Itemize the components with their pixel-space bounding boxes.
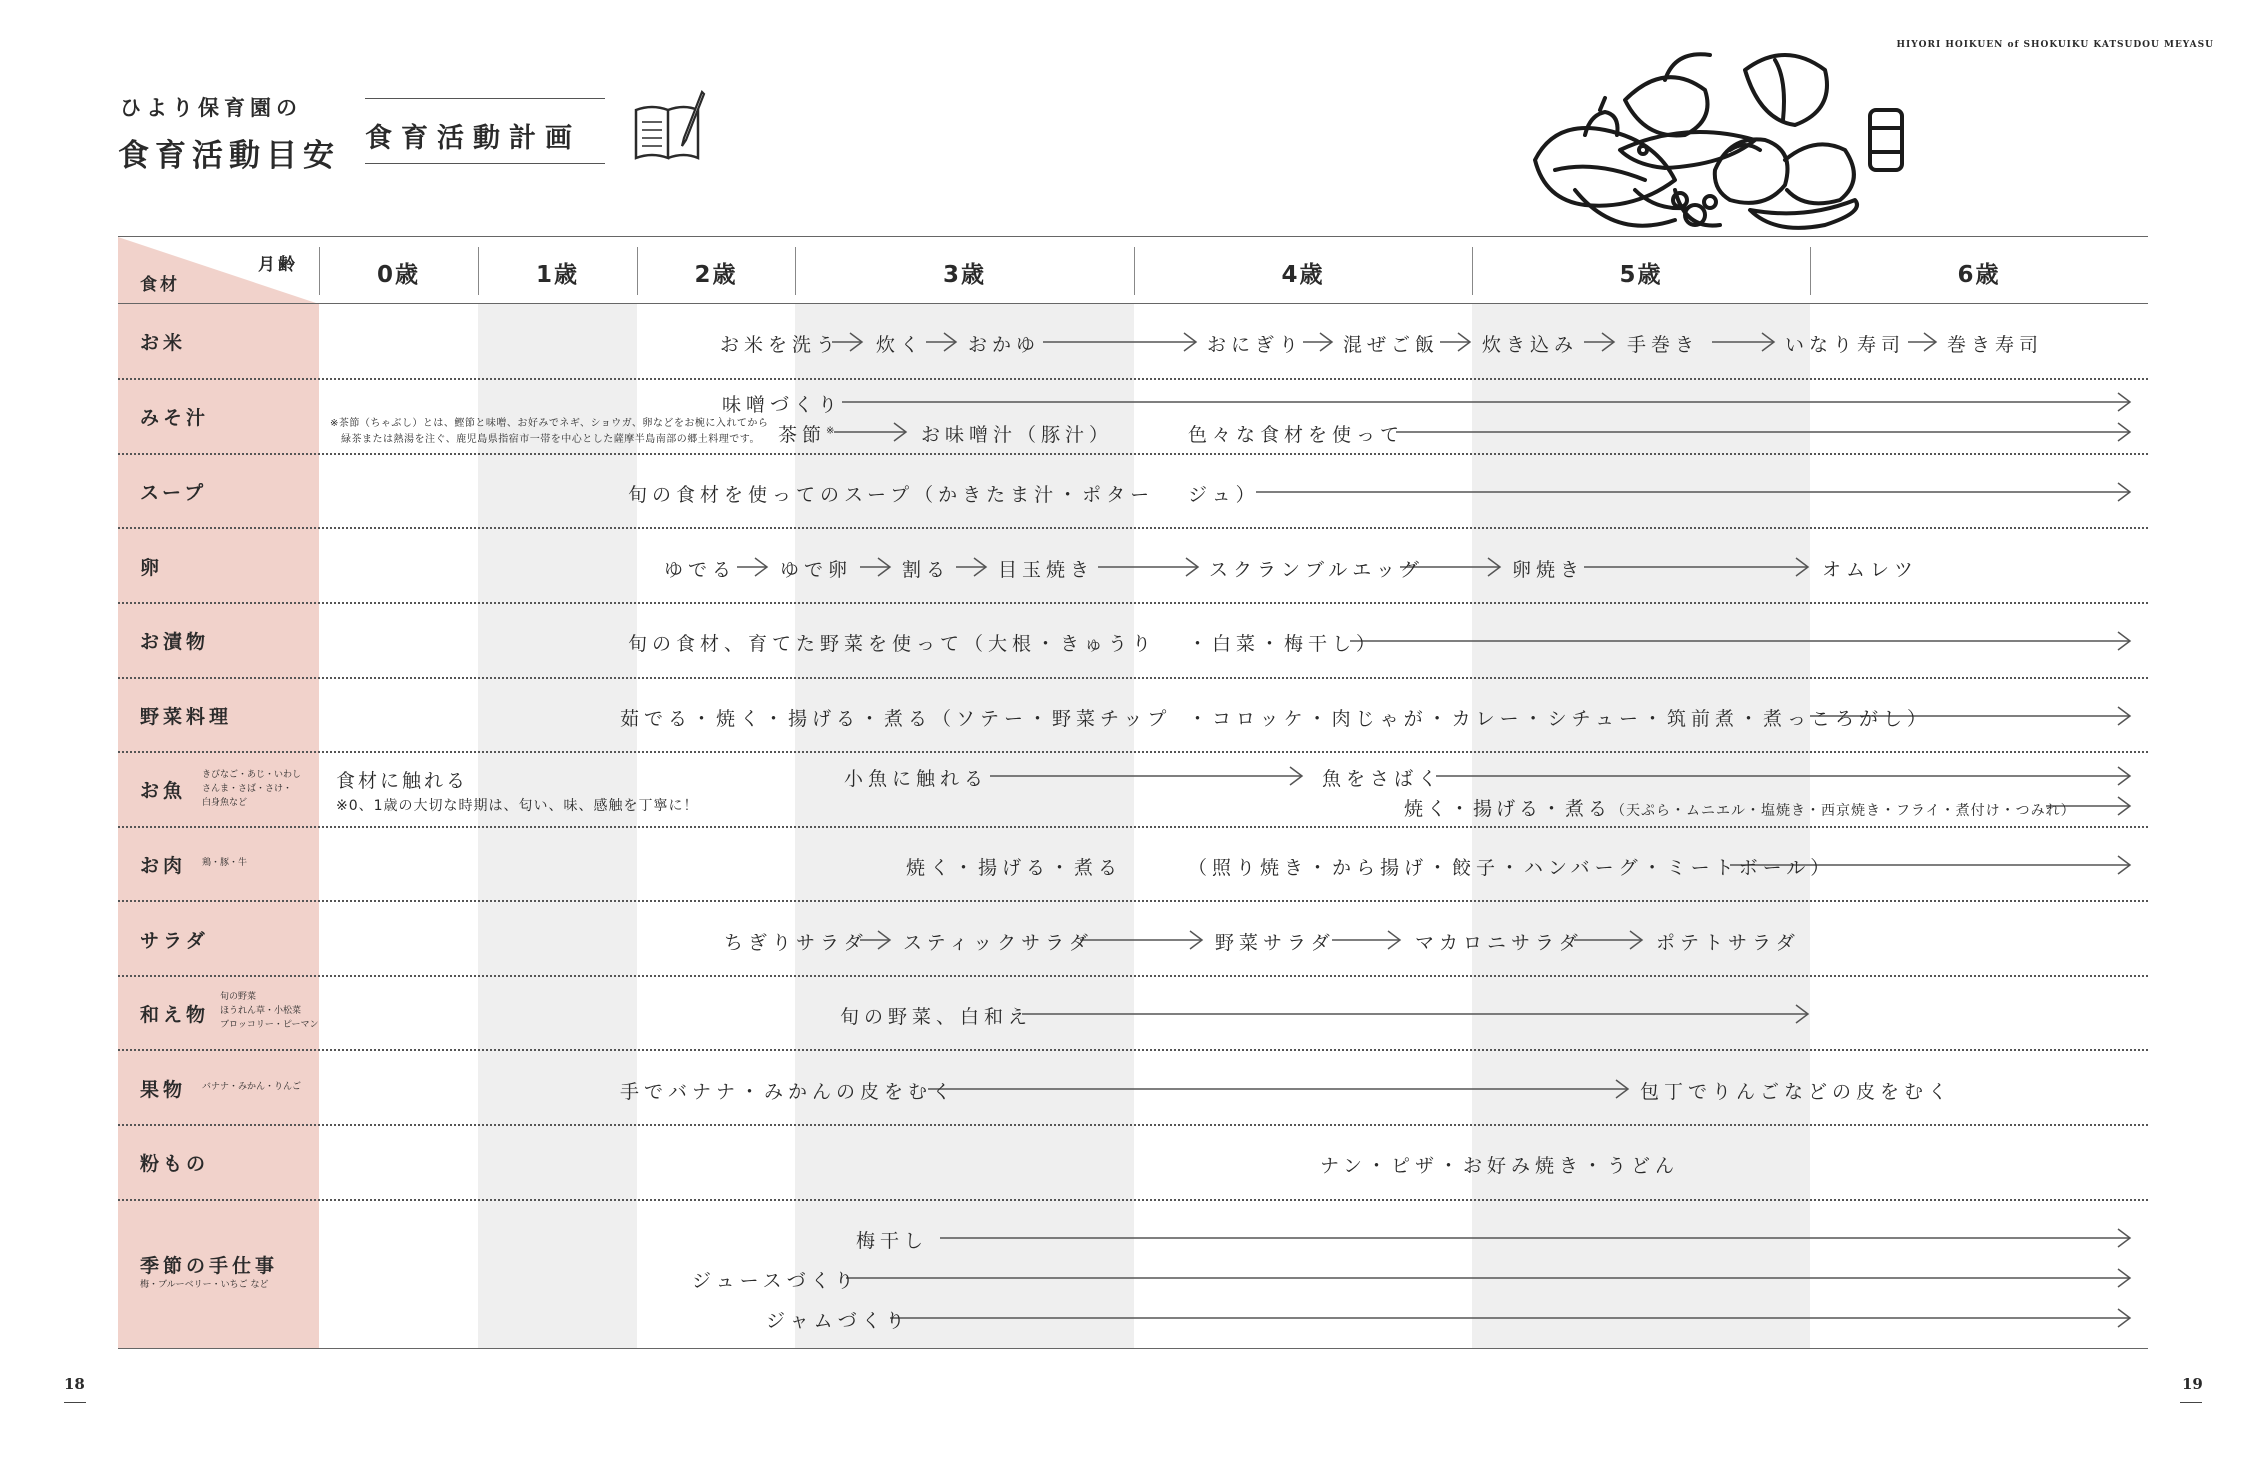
progression-arrow: [1350, 632, 2130, 650]
salad-step-5: ポテトサラダ: [1656, 932, 1800, 954]
seasonal-step-3: ジャムづくり: [766, 1310, 910, 1332]
row-label-meat: お肉: [140, 855, 187, 877]
meat-step-2: （照り焼き・から揚げ・餃子・ハンバーグ・ミートボール）: [1188, 857, 1835, 879]
row-label-rice: お米: [140, 332, 187, 354]
row-label-fruit: 果物: [140, 1079, 187, 1101]
veg-step-1: 茹でる・焼く・揚げる・煮る（ソテー・野菜チップ: [620, 708, 1172, 730]
meat-step-1: 焼く・揚げる・煮る: [906, 857, 1123, 879]
row-label-egg: 卵: [140, 557, 164, 579]
pickles-step-1: 旬の食材、育てた野菜を使って（大根・きゅうり: [628, 633, 1157, 655]
row-label-salad: サラダ: [140, 930, 209, 952]
progression-arrow: [1584, 558, 1808, 576]
soup-step-2: ジュ）: [1188, 484, 1260, 506]
corner-label-age: 月齢: [258, 255, 298, 275]
fish-step-1: 食材に触れる: [336, 770, 469, 792]
page-number-rule: [2180, 1402, 2202, 1403]
age-header-4: 4歳: [1281, 262, 1325, 288]
egg-step-2: ゆで卵: [780, 559, 853, 581]
salad-step-1: ちぎりサラダ: [724, 932, 868, 954]
fish-note: ※0、1歳の大切な時期は、匂い、味、感触を丁寧に！: [336, 798, 699, 814]
progression-arrow: [1256, 483, 2130, 501]
miso-step-1: 味噌づくり: [722, 394, 843, 416]
egg-step-1: ゆでる: [664, 559, 737, 581]
progression-arrow: [846, 1269, 2130, 1287]
row-label-pickles: お漬物: [140, 631, 210, 653]
progression-arrow: [1574, 931, 1642, 949]
page-number-left: 18: [64, 1375, 85, 1393]
header-subtitle: ひより保育園の: [120, 96, 302, 120]
row-sublabel-aemono: 旬の野菜 ほうれん草・小松菜 ブロッコリー・ピーマン: [220, 992, 319, 1030]
fruit-step-1: 手でバナナ・みかんの皮をむく: [620, 1081, 957, 1103]
progression-arrow: [1303, 333, 1332, 351]
row-label-veg: 野菜料理: [140, 706, 233, 728]
veg-step-2: ・コロッケ・肉じゃが・カレー・シチュー・筑前煮・煮っころがし）: [1188, 708, 1932, 730]
age-header-6: 6歳: [1957, 262, 2001, 288]
miso-note: ※茶節（ちゃぶし）とは、鰹節と味噌、お好みでネギ、ショウガ、卵などをお椀に入れてから 緑茶または熱湯を注ぐ、鹿児島県指宿市一帯を中心とした薩摩半島南部の郷土料理です。: [330, 418, 769, 445]
rice-step-4: おにぎり: [1207, 334, 1304, 356]
seasonal-step-2: ジュースづくり: [692, 1270, 859, 1292]
age-header-3: 3歳: [942, 262, 986, 288]
salad-step-2: スティックサラダ: [903, 932, 1093, 954]
progression-arrow: [1908, 333, 1936, 351]
progression-arrow: [890, 1309, 2130, 1327]
progression-arrow: [928, 1080, 1628, 1098]
progression-arrow: [1022, 1005, 1808, 1023]
progression-arrow: [1712, 333, 1774, 351]
fish-step-3: 魚をさばく: [1322, 768, 1443, 790]
seasonal-step-1: 梅干し: [856, 1230, 929, 1252]
progression-arrow: [737, 558, 767, 576]
rice-step-8: いなり寿司: [1785, 334, 1906, 356]
row-label-seasonal: 季節の手仕事: [140, 1255, 279, 1277]
progression-arrow: [990, 767, 1302, 785]
egg-step-4: 目玉焼き: [998, 559, 1095, 581]
egg-step-3: 割る: [902, 559, 951, 581]
egg-step-7: オムレツ: [1822, 559, 1919, 581]
plan-title: 食育活動計画: [365, 123, 581, 154]
row-label-fish: お魚: [140, 780, 187, 802]
progression-arrow: [834, 423, 906, 441]
progression-arrow: [1584, 333, 1614, 351]
page-number-right: 19: [2182, 1375, 2203, 1393]
progression-arrow: [1436, 767, 2130, 785]
page-number-rule: [64, 1402, 86, 1403]
row-sublabel-fish: きびなご・あじ・いわし さんま・さば・さけ・ 白身魚など: [202, 770, 302, 808]
rice-step-5: 混ぜご飯: [1343, 334, 1440, 356]
row-label-miso: みそ汁: [140, 407, 210, 429]
progression-arrow: [1440, 333, 1470, 351]
row-sublabel-seasonal: 梅・ブルーベリー・いちご など: [140, 1280, 269, 1290]
rice-step-7: 手巻き: [1627, 334, 1700, 356]
progression-arrow: [926, 333, 956, 351]
soup-step-1: 旬の食材を使ってのスープ（かきたま汁・ポター: [628, 484, 1155, 506]
fruit-step-2: 包丁でりんごなどの皮をむく: [1640, 1081, 1953, 1103]
age-header-5: 5歳: [1619, 262, 1663, 288]
progression-arrow: [1043, 333, 1196, 351]
pickles-step-2: ・白菜・梅干し）: [1188, 633, 1381, 655]
progression-arrow: [956, 558, 986, 576]
corner-label-ingredient: 食材: [140, 275, 180, 295]
rice-step-9: 巻き寿司: [1947, 334, 2044, 356]
progression-arrow: [1396, 423, 2130, 441]
progression-arrow: [842, 393, 2130, 411]
egg-step-6: 卵焼き: [1512, 559, 1585, 581]
miso-step-3: お味噌汁（豚汁）: [921, 424, 1114, 446]
egg-step-5: スクランブルエッグ: [1209, 559, 1424, 581]
rice-step-1: お米を洗う: [720, 334, 841, 356]
page-title: 食育活動目安: [118, 138, 340, 174]
rice-step-2: 炊く: [876, 334, 925, 356]
running-head: HIYORI HOIKUEN of SHOKUIKU KATSUDOU MEYASU: [1896, 40, 2214, 50]
salad-step-3: 野菜サラダ: [1215, 932, 1335, 954]
age-header-0: 0歳: [376, 262, 420, 288]
progression-arrow: [860, 558, 890, 576]
progression-arrow: [1098, 558, 1198, 576]
progression-arrow: [1080, 931, 1202, 949]
row-sublabel-meat: 鶏・豚・牛: [202, 858, 248, 868]
fish-step-2: 小魚に触れる: [844, 768, 989, 790]
fish-step-4: 焼く・揚げる・煮る（天ぷら・ムニエル・塩焼き・西京焼き・フライ・煮付け・つみれ）: [1404, 798, 2076, 820]
flour-step-1: ナン・ピザ・お好み焼き・うどん: [1320, 1155, 1680, 1177]
rice-step-3: おかゆ: [968, 334, 1041, 356]
miso-step-4: 色々な食材を使って: [1188, 424, 1405, 446]
age-header-1: 1歳: [535, 262, 579, 288]
row-label-aemono: 和え物: [140, 1004, 210, 1026]
rice-step-6: 炊き込み: [1482, 334, 1579, 356]
row-label-flour: 粉もの: [140, 1153, 210, 1175]
row-label-soup: スープ: [140, 482, 208, 504]
aemono-step-1: 旬の野菜、白和え: [840, 1006, 1033, 1028]
miso-step-2: 茶節※: [778, 424, 835, 446]
progression-arrow: [940, 1229, 2130, 1247]
salad-step-4: マカロニサラダ: [1415, 932, 1583, 954]
progression-arrow: [1332, 931, 1400, 949]
row-sublabel-fruit: バナナ・みかん・りんご: [202, 1082, 302, 1092]
age-header-2: 2歳: [694, 262, 738, 288]
